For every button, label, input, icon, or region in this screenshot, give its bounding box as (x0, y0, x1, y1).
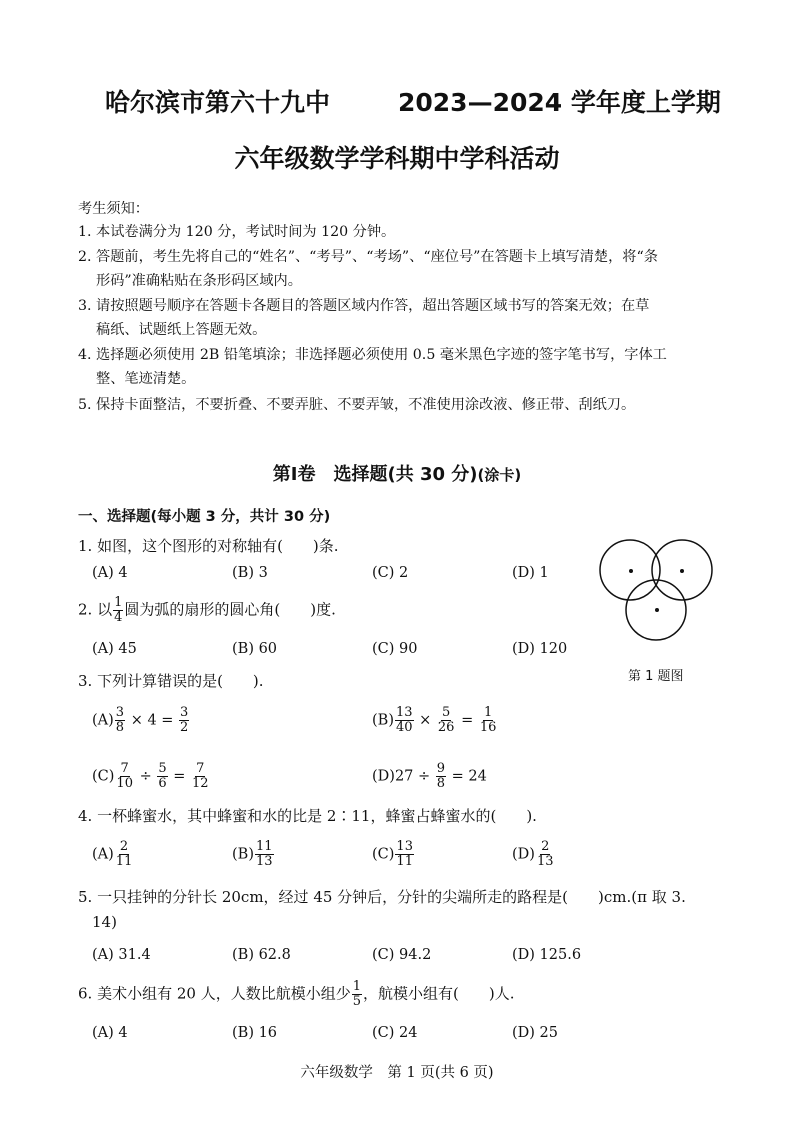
fraction (255, 840, 274, 869)
fraction-denominator: 16 (479, 720, 497, 735)
center-dot-left (629, 569, 633, 573)
fraction-numerator: 5 (442, 705, 451, 720)
q2-option-c: (C) 90 (372, 641, 418, 657)
part-heading: 一、选择题(每小题 3 分，共计 30 分) (78, 509, 331, 525)
option-label: (B) (372, 712, 394, 729)
fraction-denominator: 11 (115, 854, 133, 869)
q6-option-b: (B) 16 (232, 1025, 278, 1041)
fraction-numerator: 1 (352, 979, 361, 994)
notice-line-1: 1. 本试卷满分为 120 分，考试时间为 120 分钟。 (78, 224, 396, 240)
q4-stem: 4. 一杯蜂蜜水，其中蜂蜜和水的比是 2∶11，蜂蜜占蜂蜜水的( ). (78, 807, 537, 825)
q3-option-b (372, 706, 498, 735)
fraction (479, 706, 498, 735)
q3-stem: 3. 下列计算错误的是( ). (78, 672, 264, 690)
fraction (179, 706, 189, 735)
option-label: (A) (92, 846, 114, 863)
q3-option-d (372, 762, 487, 791)
q6-stem-post: ，航模小组有( )人. (363, 984, 515, 1003)
notice-line-4: 4. 选择题必须使用 2B 铅笔填涂；非选择题必须使用 0.5 毫米黑色字迹的签字笔书写，字体工 (78, 347, 667, 363)
q5-option-d: (D) 125.6 (512, 947, 582, 963)
fraction (436, 762, 446, 791)
fraction-numerator: 1 (114, 595, 123, 610)
fraction-numerator: 7 (196, 761, 205, 776)
q1-option-b: (B) 3 (232, 565, 268, 581)
operator: = (461, 712, 474, 729)
q3-option-c (92, 762, 211, 791)
q2-option-a: (A) 45 (92, 641, 137, 657)
fraction-denominator: 6 (158, 776, 167, 791)
q5-option-c: (C) 94.2 (372, 947, 432, 963)
operator: = (173, 768, 186, 785)
fraction-numerator: 2 (119, 839, 129, 854)
page-footer: 六年级数学 第 1 页(共 6 页) (300, 1065, 494, 1081)
fraction (157, 762, 167, 791)
fraction-numerator: 5 (158, 761, 167, 776)
fraction (395, 840, 414, 869)
operator: × 4 = (130, 712, 174, 729)
notice-line-2: 2. 答题前，考生先将自己的“姓名”、“考号”、“考场”、“座位号”在答题卡上填写清楚，将“条 (78, 249, 658, 265)
fraction-numerator: 3 (115, 705, 125, 720)
q2-option-d: (D) 120 (512, 641, 568, 657)
option-label: (C) (92, 768, 115, 785)
section-heading (0, 460, 794, 486)
q6-stem (78, 980, 514, 1009)
notice-line-3b: 稿纸、试题纸上答题无效。 (96, 322, 267, 338)
fraction-numerator: 13 (396, 839, 413, 854)
option-label: (B) (232, 846, 254, 863)
fraction-denominator: 26 (437, 720, 455, 735)
section-main: 第Ⅰ卷 选择题(共 30 分) (272, 464, 478, 485)
q5-stem-line-2: 14) (92, 913, 117, 931)
fraction-denominator: 12 (192, 776, 209, 791)
q1-figure-caption: 第 1 题图 (628, 669, 684, 684)
q6-option-c: (C) 24 (372, 1025, 418, 1041)
fraction-numerator: 7 (120, 761, 129, 776)
operator: ÷ (139, 768, 152, 785)
fraction-numerator: 13 (395, 705, 413, 720)
center-dot-bottom (655, 608, 659, 612)
section-note: (涂卡) (477, 466, 522, 484)
fraction-numerator: 11 (255, 839, 273, 854)
fraction (437, 706, 456, 735)
q2-fraction (113, 596, 123, 625)
option-label: (C) (372, 846, 395, 863)
q2-stem-pre: 2. 以 (78, 600, 113, 619)
option-label: (A) (92, 712, 114, 729)
notice-line-5: 5. 保持卡面整洁，不要折叠、不要弄脏、不要弄皱，不准使用涂改液、修正带、刮纸刀。 (78, 397, 636, 413)
exam-title: 六年级数学学科期中学科活动 (234, 144, 560, 173)
q1-option-c: (C) 2 (372, 565, 409, 581)
q1-option-d: (D) 1 (512, 565, 549, 581)
fraction-denominator: 2 (180, 720, 189, 735)
fraction (395, 706, 414, 735)
fraction-denominator: 11 (396, 854, 413, 869)
fraction (115, 706, 125, 735)
q5-option-b: (B) 62.8 (232, 947, 291, 963)
notice-line-2b: 形码”准确粘贴在条形码区域内。 (96, 273, 302, 289)
q4-option-d (512, 840, 556, 869)
fraction-denominator: 10 (116, 776, 133, 791)
q5-stem-line-1: 5. 一只挂钟的分针长 20cm，经过 45 分钟后，分针的尖端所走的路程是( )cm.(π 取 3. (78, 888, 686, 906)
fraction-numerator: 9 (436, 761, 446, 776)
fraction-numerator: 1 (483, 705, 493, 720)
option-label: (D) (372, 768, 395, 785)
fraction-denominator: 5 (352, 994, 361, 1009)
notice-line-3: 3. 请按照题号顺序在答题卡各题目的答题区域内作答，超出答题区域书写的答案无效；在草 (78, 298, 650, 314)
fraction-numerator: 3 (180, 705, 189, 720)
q1-stem: 1. 如图，这个图形的对称轴有( )条. (78, 537, 339, 555)
q4-option-c (372, 840, 415, 869)
q4-option-a (92, 840, 134, 869)
option-label: (D) (512, 846, 535, 863)
fraction-numerator: 2 (541, 839, 550, 854)
fraction (115, 762, 134, 791)
fraction-denominator: 4 (114, 610, 123, 625)
expression-part: 27 ÷ (394, 768, 431, 785)
q1-figure-three-circles (596, 536, 720, 652)
center-dot-right (680, 569, 684, 573)
q4-option-b (232, 840, 275, 869)
school-name: 哈尔滨市第六十九中 (105, 88, 331, 117)
fraction (536, 840, 555, 869)
q5-option-a: (A) 31.4 (92, 947, 151, 963)
operator: × (419, 712, 432, 729)
q1-option-a: (A) 4 (92, 565, 128, 581)
fraction-denominator: 13 (255, 854, 273, 869)
q6-option-d: (D) 25 (512, 1025, 558, 1041)
notice-line-4b: 整、笔迹清楚。 (96, 371, 196, 387)
q2-stem (78, 596, 336, 625)
q6-fraction (352, 980, 362, 1009)
q2-option-b: (B) 60 (232, 641, 278, 657)
q3-option-a (92, 706, 190, 735)
expression-part: = 24 (451, 768, 487, 785)
notice-heading: 考生须知： (78, 201, 149, 217)
fraction-denominator: 40 (395, 720, 413, 735)
fraction-denominator: 13 (536, 854, 554, 869)
q2-stem-post: 圆为弧的扇形的圆心角( )度. (124, 600, 336, 619)
q6-stem-pre: 6. 美术小组有 20 人，人数比航模小组少 (78, 984, 351, 1003)
fraction (115, 840, 134, 869)
fraction (191, 762, 210, 791)
fraction-denominator: 8 (436, 776, 446, 791)
fraction-denominator: 8 (115, 720, 125, 735)
q6-option-a: (A) 4 (92, 1025, 128, 1041)
term-label: 2023—2024 学年度上学期 (398, 88, 721, 117)
